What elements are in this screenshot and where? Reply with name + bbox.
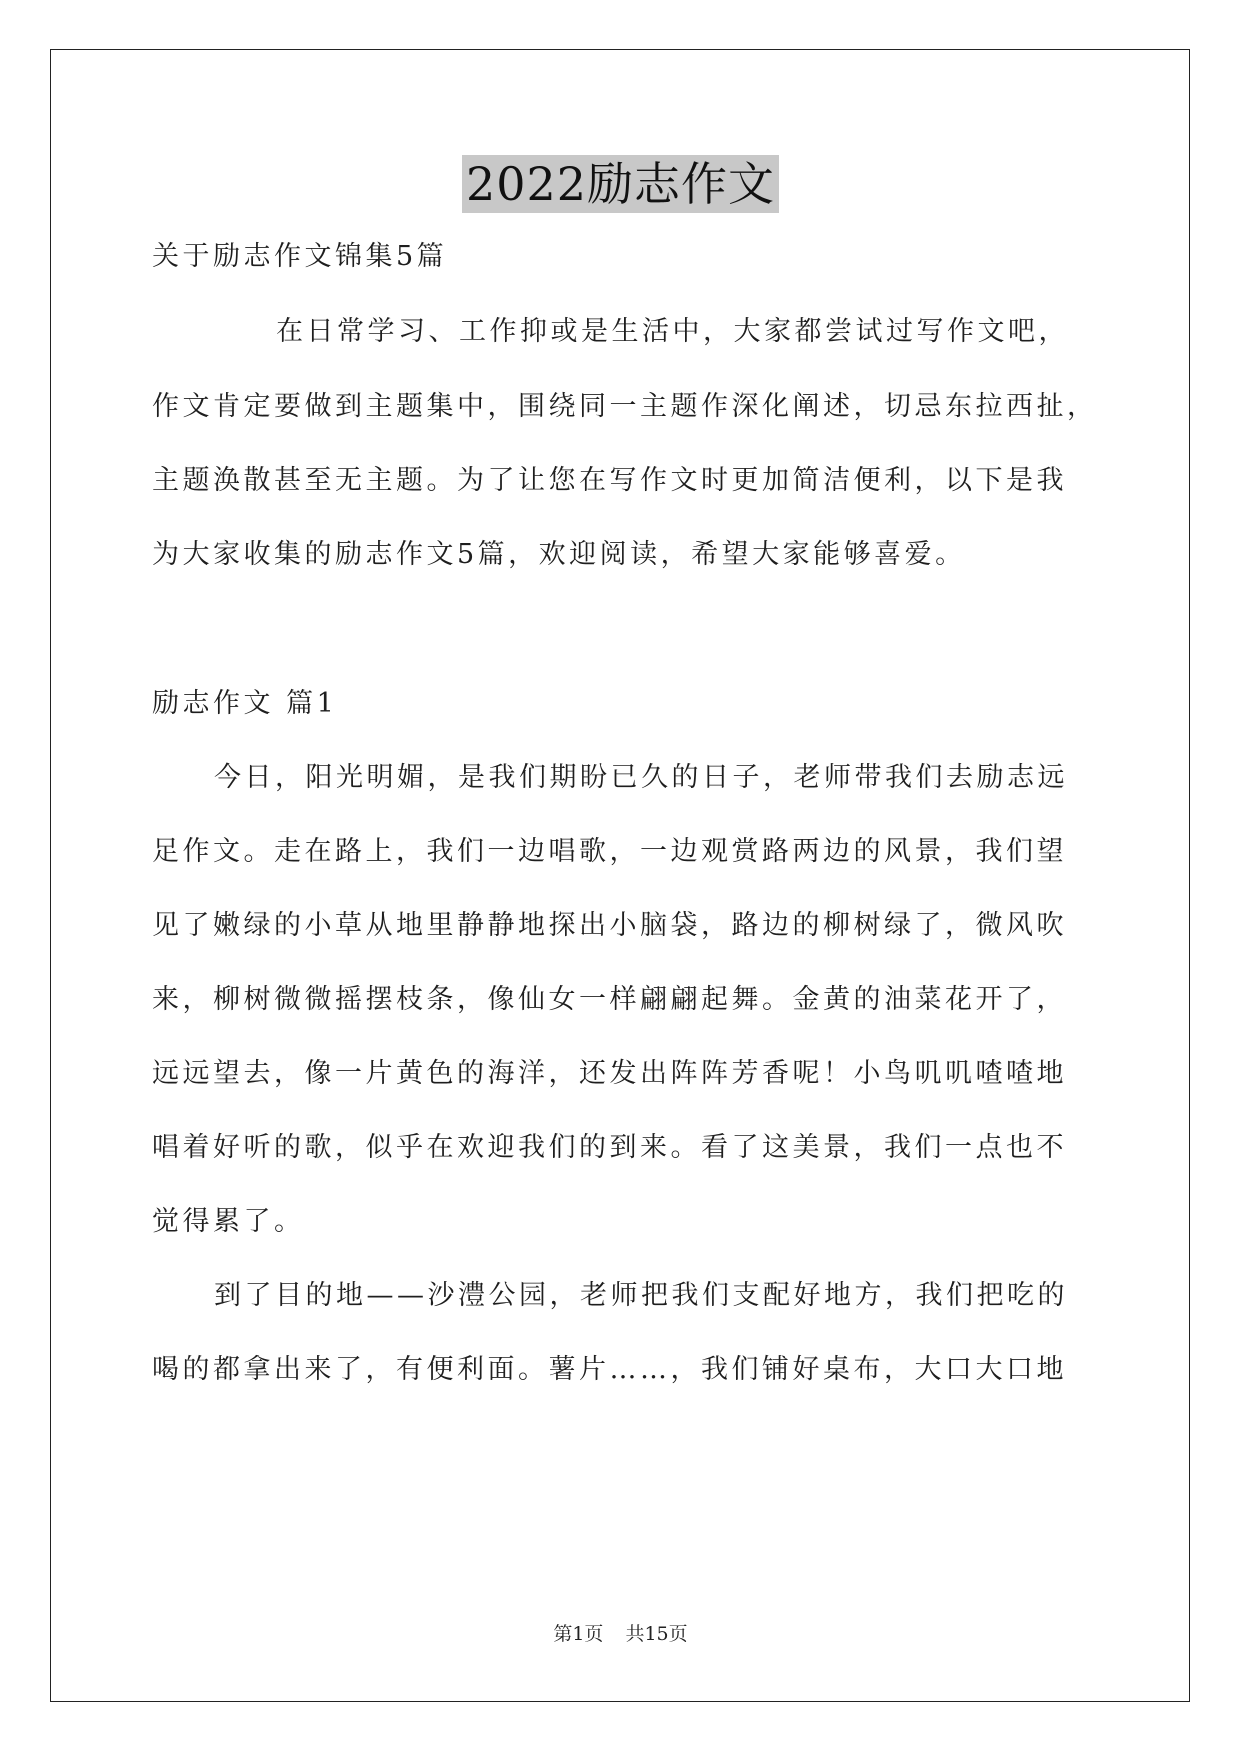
paragraph-line: 来，柳树微微摇摆枝条，像仙女一样翩翩起舞。金黄的油菜花开了， — [152, 984, 1067, 1015]
page-total: 共15页 — [625, 1623, 688, 1645]
intro-line: 作文肯定要做到主题集中，围绕同一主题作深化阐述，切忌东拉西扯， — [152, 391, 1098, 422]
intro-line: 在日常学习、工作抑或是生活中，大家都尝试过写作文吧， — [276, 316, 1069, 347]
intro-line: 为大家收集的励志作文5篇，欢迎阅读，希望大家能够喜爱。 — [152, 539, 966, 570]
paragraph-line: 喝的都拿出来了，有便利面。薯片……，我们铺好桌布，大口大口地 — [152, 1354, 1067, 1385]
paragraph-line: 远远望去，像一片黄色的海洋，还发出阵阵芳香呢！小鸟叽叽喳喳地 — [152, 1058, 1067, 1089]
paragraph-line: 足作文。走在路上，我们一边唱歌，一边观赏路两边的风景，我们望 — [152, 836, 1067, 867]
page-border — [50, 49, 1190, 1702]
paragraph-line: 到了目的地——沙澧公园，老师把我们支配好地方，我们把吃的 — [214, 1280, 1068, 1311]
paragraph-line: 今日，阳光明媚，是我们期盼已久的日子，老师带我们去励志远 — [214, 762, 1068, 793]
paragraph-line: 觉得累了。 — [152, 1206, 305, 1237]
document-title: 2022励志作文 — [462, 155, 779, 213]
title-container — [0, 155, 1241, 213]
document-subtitle: 关于励志作文锦集5篇 — [152, 241, 448, 272]
page-footer — [0, 1622, 1241, 1646]
intro-line: 主题涣散甚至无主题。为了让您在写作文时更加简洁便利，以下是我 — [152, 465, 1067, 496]
page-number: 第1页 — [553, 1623, 604, 1645]
paragraph-line: 见了嫩绿的小草从地里静静地探出小脑袋，路边的柳树绿了，微风吹 — [152, 910, 1067, 941]
section-heading: 励志作文 篇1 — [152, 688, 338, 719]
paragraph-line: 唱着好听的歌，似乎在欢迎我们的到来。看了这美景，我们一点也不 — [152, 1132, 1067, 1163]
